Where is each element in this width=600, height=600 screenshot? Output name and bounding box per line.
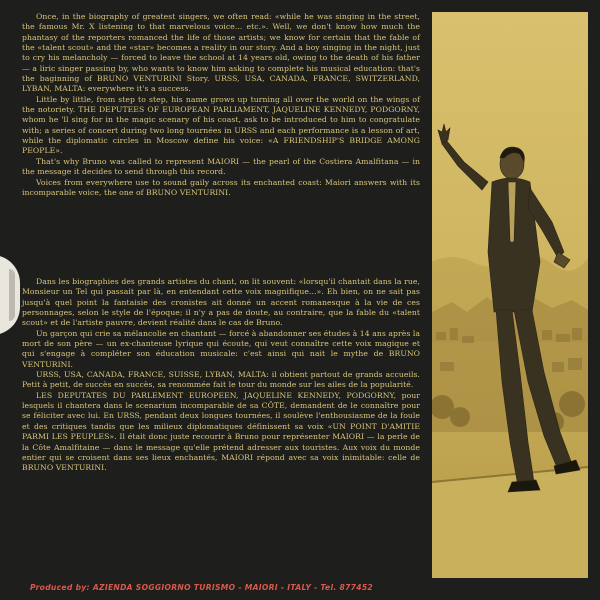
singer-photo <box>432 12 588 578</box>
english-paragraph-3: That's why Bruno was called to represent MAIORI — the pearl of the Costiera Amalfitana — in the message it decides to send through this record. <box>22 156 420 177</box>
singer-photo-illustration <box>432 12 588 578</box>
english-paragraph-1: Once, in the biography of greatest singers, we often read: «while he was singing in the street, the famous Mr. X listening to that marvelous voice... etc.». Well, we don't know how much the phantasy of the reporters romanced the life of those artists; we know for certain that the fable of the «talent scout» and the «star» becomes a reality in our story. And a boy singing in the night, just to cry his melancholy — forced to leave the school at 14 years old, owing to the death of his father — a liric singer passing by, who wants to know him asking to complete his musical education: that's the baginning of BRUNO VENTURINI Story. URSS, USA, CANADA, FRANCE, SWITZERLAND, LYBAN, MALTA: everywhere it's a success. <box>22 12 420 94</box>
french-paragraph-3: URSS, USA, CANADA, FRANCE, SUISSE, LYBAN, MALTA: il obtient partout de grands accueils. Petit à petit, de succès en succès, sa renommée fait le tour du monde sur les ailes de la popularité. <box>22 370 420 390</box>
producer-credit: Produced by: AZIENDA SOGGIORNO TURISMO - MAIORI - ITALY - Tel. 877452 <box>30 583 374 592</box>
vinyl-record-edge <box>0 255 20 335</box>
french-liner-notes <box>22 277 420 474</box>
english-liner-notes <box>22 12 420 198</box>
french-paragraph-4: LES DEPUTATES DU PARLEMENT EUROPEEN, JAQUELINE KENNEDY, PODGORNY, pour lesquels il chantera dans le scenarium incomparable de sa CÔTE, demandent de le connaître pour se féliciter avec lui. En URSS, pendant deux longues tournées, il soulève l'enthousiasme de la foule et des critiques tandis que les milieux diplomatiques définissent sa voix «UN POINT D'AMITIE PARMI LES PEUPLES». Il était donc juste recourir à Bruno pour représenter MAIORI — la perle de la Côte Amalfitaine — dans le message qu'elle prétend adresser aux touristes. Aux voix du monde entier qui se croisent dans ses lieux enchantés, MAIORI répond avec sa voix inimitable: celle de BRUNO VENTURINI. <box>22 390 420 473</box>
english-paragraph-4: Voices from everywhere use to sound gaily across its enchanted coast: Maiori answers with its incomparable voice, the one of BRUNO VENTURINI. <box>22 177 420 197</box>
french-paragraph-1: Dans les biographies des grands artistes du chant, on lit souvent: «lorsqu'il chantait dans la rue, Monsieur un Tel qui passait par là, en entendant cette voix magnifique...». Eh bien, on ne sait pas jusqu'à quel point la fantaisie des cronistes ait donné un accent romanesque à la vie de ces personnages, selon le style de l'époque; il n'y a pas de doute, au contraire, que la fable du «talent scout» et de l'artiste pauvre, devient réalité dans le cas de Bruno. <box>22 277 420 328</box>
french-paragraph-2: Un garçon qui crie sa mélancolie en chantant — forcé à abandonner ses études à 14 ans après la mort de son père — un ex-chanteuse lyrique qui écoute, qui veut connaître cette voix magique et qui s'engage à compléter son éducation musicale: c'est ainsi qui nait le mythe de BRUNO VENTURINI. <box>22 328 420 369</box>
english-paragraph-2: Little by little, from step to step, his name grows up turning all over the world on the wings of the notoriety. THE DEPUTEES OF EUROPEAN PARLIAMENT, JAQUELINE KENNEDY, PODGORNY, whom he 'll sing for in the magic scenary of his coast, ask to be introduced to him to congratulate with; a series of concert during two long tournées in URSS and each performance is a lesson of art, while the diplomatic circles in Moscow define his voice: «A FRIENDSHIP'S BRIDGE AMONG PEOPLE». <box>22 94 420 156</box>
liner-notes <box>22 12 420 572</box>
